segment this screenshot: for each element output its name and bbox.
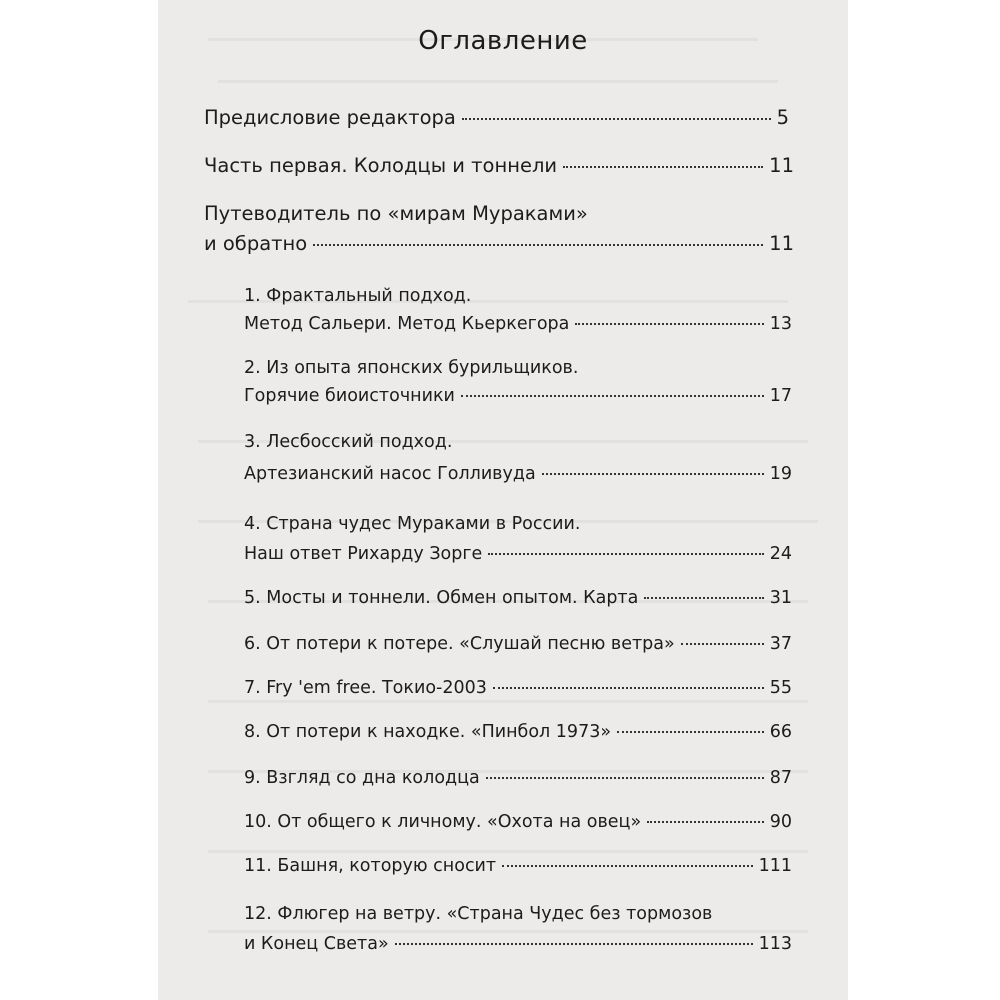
toc-entry-title-cont: Наш ответ Рихарду Зорге <box>244 544 483 564</box>
bleed-through-texture <box>158 0 848 1000</box>
toc-entry-title-cont: Горячие биоисточники <box>244 386 455 406</box>
dot-leader <box>461 395 764 397</box>
dot-leader <box>313 244 763 246</box>
toc-entry-title-cont: Артезианский насос Голливуда <box>244 464 536 484</box>
toc-entry-title: 6. От потери к потере. «Слушай песню ветра» <box>244 634 675 654</box>
toc-entry-title: 3. Лесбосский подход. <box>244 432 453 452</box>
dot-leader <box>493 687 764 689</box>
toc-entry-title: 10. От общего к личному. «Охота на овец» <box>244 812 642 832</box>
book-page <box>158 0 848 1000</box>
toc-page-number: 113 <box>758 934 792 954</box>
dot-leader <box>681 643 764 645</box>
dot-leader <box>462 118 771 120</box>
toc-entry-title: Путеводитель по «мирам Мураками» <box>204 202 588 225</box>
toc-entry-title-cont: Метод Сальери. Метод Кьеркегора <box>244 314 570 334</box>
toc-entry-title: 11. Башня, которую сносит <box>244 856 497 876</box>
toc-entry-title: 2. Из опыта японских бурильщиков. <box>244 358 579 378</box>
toc-entry-title: Часть первая. Колодцы и тоннели <box>204 154 558 177</box>
toc-entry-title: Предисловие редактора <box>204 106 456 129</box>
toc-entry-title: 8. От потери к находке. «Пинбол 1973» <box>244 722 612 742</box>
dot-leader <box>647 821 764 823</box>
toc-page-number: 90 <box>769 812 792 832</box>
dot-leader <box>644 597 763 599</box>
toc-page-number: 55 <box>769 678 792 698</box>
toc-page-number: 111 <box>758 856 792 876</box>
toc-page-number: 31 <box>769 588 792 608</box>
toc-entry-title: 1. Фрактальный подход. <box>244 286 472 306</box>
dot-leader <box>542 473 764 475</box>
toc-page-number: 66 <box>769 722 792 742</box>
toc-page-number: 5 <box>776 106 789 129</box>
toc-entry-title: 4. Страна чудес Мураками в России. <box>244 514 581 534</box>
dot-leader <box>575 323 763 325</box>
dot-leader <box>488 553 763 555</box>
toc-page-number: 11 <box>769 154 794 177</box>
toc-page-number: 19 <box>769 464 792 484</box>
dot-leader <box>617 731 764 733</box>
toc-entry-title: 7. Fry 'em free. Токио-2003 <box>244 678 487 698</box>
dot-leader <box>395 943 753 945</box>
toc-page-number: 24 <box>769 544 792 564</box>
dot-leader <box>563 166 763 168</box>
dot-leader <box>502 865 752 867</box>
toc-page-number: 11 <box>769 232 794 255</box>
toc-entry-title-cont: и Конец Света» <box>244 934 389 954</box>
toc-entry-title-cont: и обратно <box>204 232 308 255</box>
toc-page-number: 17 <box>769 386 792 406</box>
toc-entry-title: 12. Флюгер на ветру. «Страна Чудес без тормозов <box>244 904 713 924</box>
toc-page-number: 13 <box>769 314 792 334</box>
toc-entry-title: 9. Взгляд со дна колодца <box>244 768 480 788</box>
toc-page-number: 37 <box>769 634 792 654</box>
toc-entry-title: 5. Мосты и тоннели. Обмен опытом. Карта <box>244 588 639 608</box>
page-title: Оглавление <box>418 26 588 56</box>
dot-leader <box>486 777 764 779</box>
toc-page-number: 87 <box>769 768 792 788</box>
